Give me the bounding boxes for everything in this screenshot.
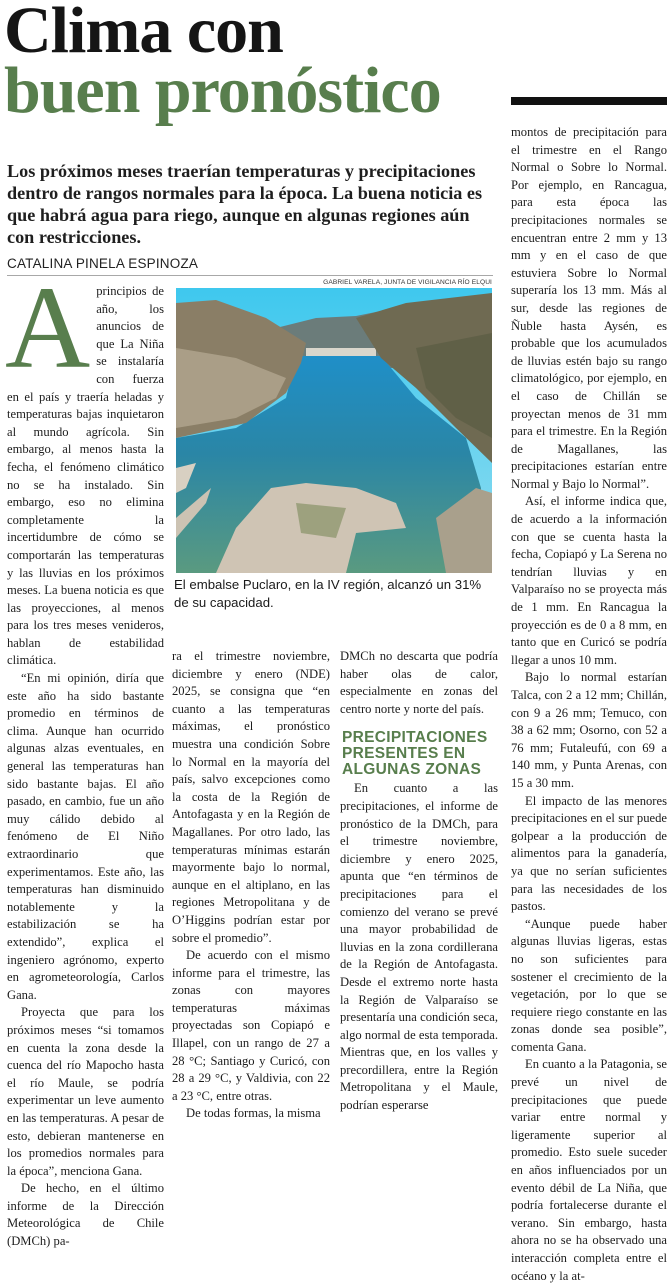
paragraph: De todas formas, la misma [186, 1106, 321, 1121]
photo-caption: El embalse Puclaro, en la IV región, alcanzó un 31% de su capacidad. [174, 577, 482, 610]
paragraph: Bajo lo normal estarían Talca, con 2 a 12 mm; Chillán, con 9 a 26 mm; Temuco, con 38 a 62 mm; Osorno, con 52 a 76 mm; Futaleufú, con 69 a 140 mm, y Punta Arenas, con 15 a 30 mm. [511, 670, 667, 790]
article-column-3 [340, 648, 498, 1115]
photo-credit: GABRIEL VARELA, JUNTA DE VIGILANCIA RÍO ELQUI [323, 279, 492, 286]
column-top-rule [511, 97, 667, 105]
headline [4, 0, 504, 127]
paragraph: Proyecta que para los próximos meses “si tomamos en cuenta la zona desde la cuenca del río Mapocho hasta el río Maule, se podría experimentar un leve aumento en las temperaturas. A pesar de esto, debieran mantenerse en los promedios normales para la época”, menciona Gana. [7, 1005, 164, 1178]
article-deck: Los próximos meses traerían temperaturas y precipitaciones dentro de rangos normales para la época. La buena noticia es que habrá agua para riego, aunque en algunas regiones aún con restricciones. [7, 161, 483, 247]
paragraph: En cuanto a las precipitaciones, el informe de pronóstico de la DMCh, para el trimestre noviembre, diciembre y enero 2025, apunta que “en términos de precipitaciones para el comienzo del verano se prevé una mayor probabilidad de lluvias en la zona cordillerana de la Región de Antofagasta. Desde el extremo norte hasta la Región de Valparaíso se presentaría una condición seca, algo normal de esta temporada. Mientras que, en los valles y precordillera, entre la Región Metropolitana y el Maule, podrían esperarse [340, 781, 498, 1113]
article-column-1 [5, 262, 164, 1251]
paragraph: El impacto de las menores precipitaciones en el sur puede golpear a la producción de alimentos para la ganadería, ya que no serían suficientes para las necesidades de los pastos. [511, 793, 667, 914]
paragraph: “Aunque puede haber algunas lluvias ligeras, estas no son suficientes para sostener el crecimiento de la vegetación, por lo que se requiere riego constante en las zonas donde sea posible”, comenta Gana. [511, 916, 667, 1054]
paragraph: “En mi opinión, diría que este año ha sido bastante promedio en términos de clima. Aunque han ocurrido algunas alzas eventuales, en general las temperaturas han sido bastante bajas. El año pasado, en cambio, fue un año muy cálido debido al fenómeno de El Niño extraordinario que experimentamos. Este año, las temperaturas han disminuido notablemente y la estabilización se ha extendido”, explica el ingeniero agrónomo, experto en agrometeorología, Carlos Gana. [7, 671, 164, 1002]
section-subhead: PRECIPITACIONES PRESENTES EN ALGUNAS ZONAS [342, 729, 488, 779]
paragraph: ra el trimestre noviembre, diciembre y enero (NDE) 2025, se consigna que “en cuanto a las temperaturas máximas, el pronóstico muestra una condición Sobre lo Normal en la mayoría del país, salvo excepciones como la costa de la Región de Antofagasta y en la Región de Magallanes. Por otro lado, las temperaturas mínimas estarán mayormente bajo lo normal, aunque en el altiplano, en las regiones Metropolitana y de O’Higgins podrían estar por sobre el promedio”. [172, 649, 330, 945]
paragraph [5, 262, 164, 670]
paragraph: De acuerdo con el mismo informe para el trimestre, las zonas con mayores temperaturas máximas proyectadas son Copiapó e Illapel, con un rango de 27 a 28 °C; Santiago y Curicó, con 28 a 29 °C, y Valdivia, con 22 a 23 °C, entre otras. [172, 948, 330, 1103]
reservoir-image-icon [176, 288, 492, 573]
article-column-2 [172, 648, 330, 1123]
article-column-4 [511, 124, 667, 1285]
paragraph: En cuanto a la Patagonia, se prevé un nivel de precipitaciones que puede variar entre normal y ligeramente superior al promedio. Esto suele suceder en años influenciados por un evento débil de La Niña, que podría fortalecerse durante el verano. Sin embargo, hasta ahora no se ha observado una interacción completa entre el océano y la at- [511, 1057, 667, 1283]
paragraph: DMCh no descarta que podría haber olas de calor, especialmente en zonas del centro norte y norte del país. [340, 649, 498, 716]
byline: CATALINA PINELA ESPINOZA [7, 256, 493, 276]
headline-line-2: buen pronóstico [4, 54, 441, 127]
paragraph-text: principios de año, los anuncios de que La Niña se instalaría con fuerza en el país y traería heladas y temperaturas bajas inquietaron al mundo agrícola. Sin embargo, al menos hasta la fecha, el fenómeno climático no se ha instalado. Sin embargo, eso no elimina completamente la incertidumbre de cómo se comportarán las temperaturas y las lluvias en los próximos meses. La buena noticia es que las proyecciones, al menos para los tres meses venideros, hablan de estabilidad climática. [7, 284, 164, 668]
reservoir-photo [176, 288, 492, 573]
paragraph: montos de precipitación para el trimestre en el Rango Normal o Sobre lo Normal. Por ejemplo, en Rancagua, para esta época las precipitaciones normales se encuentran entre 2 mm y 13 mm y en el caso de que estuviera Sobre lo Normal superaría los 13 mm. Más al sur, desde las regiones de Ñuble hasta Aysén, es probable que los acumulados de lluvias estén bajo su rango climatológico, por ejemplo, en el caso de Chillán se proyectan menos de 31 mm para el trimestre. En la Región de Magallanes, las precipitaciones estarían entre Normal y Bajo lo Normal”. [511, 125, 667, 491]
headline-line-1: Clima con [4, 0, 283, 67]
drop-cap: A [5, 262, 91, 393]
paragraph: Así, el informe indica que, de acuerdo a la información con que se cuenta hasta la fecha, Copiapó y La Serena no tendrían lluvias y en Valparaíso no se proyecta más de 1 mm. En Rancagua la proyección es de 0 a 8 mm, en tanto que en Curicó se podría llegar a unos 10 mm. [511, 494, 667, 667]
paragraph: De hecho, en el último informe de la Dirección Meteorológica de Chile (DMCh) pa- [7, 1181, 164, 1249]
